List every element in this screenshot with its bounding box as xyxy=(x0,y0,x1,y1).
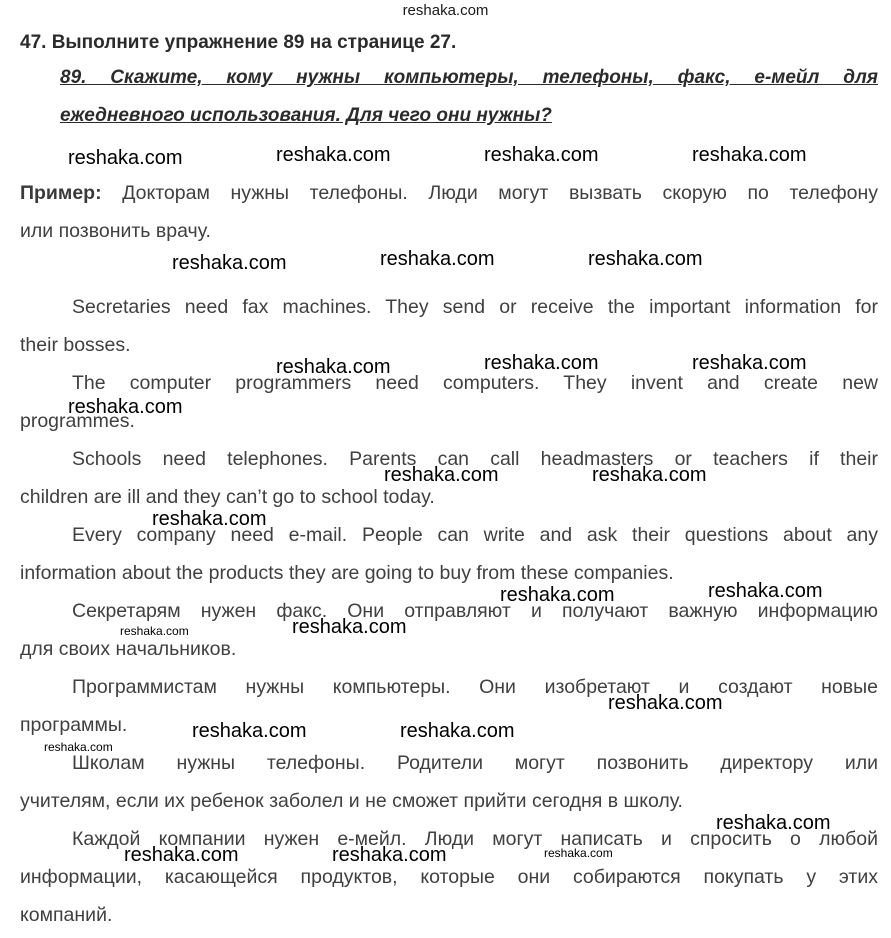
example-line-2: или позвонить врачу. xyxy=(20,220,211,242)
watermark: reshaka.com xyxy=(332,844,447,866)
watermark: reshaka.com xyxy=(484,352,599,374)
paragraph-ru-2-line-2: программы. xyxy=(20,714,128,736)
watermark: reshaka.com xyxy=(276,144,391,166)
paragraph-en-2-line-1: The computer programmers need computers. They invent and create new xyxy=(72,372,878,394)
exercise-heading: 47. Выполните упражнение 89 на странице 27. xyxy=(20,32,457,53)
paragraph-ru-4-line-3: компаний. xyxy=(20,904,113,926)
task-line-1: 89. Скажите, кому нужны компьютеры, телефоны, факс, е-мейл для xyxy=(60,67,878,88)
watermark: reshaka.com xyxy=(716,812,831,834)
paragraph-ru-3-line-2: учителям, если их ребенок заболел и не сможет прийти сегодня в школу. xyxy=(20,790,683,812)
example-label: Пример: xyxy=(20,182,102,204)
watermark: reshaka.com xyxy=(152,508,267,530)
paragraph-ru-2-line-1: Программистам нужны компьютеры. Они изобретают и создают новые xyxy=(72,676,878,698)
watermark: reshaka.com xyxy=(544,846,613,860)
watermark: reshaka.com xyxy=(592,464,707,486)
watermark: reshaka.com xyxy=(120,624,189,638)
example-line-1 xyxy=(20,182,878,205)
watermark: reshaka.com xyxy=(172,252,287,274)
watermark: reshaka.com xyxy=(192,720,307,742)
paragraph-ru-4-line-2: информации, касающейся продуктов, которые они собираются покупать у этих xyxy=(20,866,878,888)
paragraph-en-2-line-2: programmes. xyxy=(20,410,135,432)
watermark: reshaka.com xyxy=(400,720,515,742)
watermark: reshaka.com xyxy=(484,144,599,166)
paragraph-ru-1-line-2: для своих начальников. xyxy=(20,638,237,660)
watermark: reshaka.com xyxy=(124,844,239,866)
paragraph-en-3-line-1: Schools need telephones. Parents can call headmasters or teachers if their xyxy=(72,448,878,470)
watermark: reshaka.com xyxy=(708,580,823,602)
paragraph-ru-3-line-1: Школам нужны телефоны. Родители могут позвонить директору или xyxy=(72,752,878,774)
watermark: reshaka.com xyxy=(68,396,183,418)
task-line-2: ежедневного использования. Для чего они нужны? xyxy=(60,105,552,126)
paragraph-ru-1-line-1: Секретарям нужен факс. Они отправляют и получают важную информацию xyxy=(72,600,878,622)
watermark: reshaka.com xyxy=(276,356,391,378)
watermark: reshaka.com xyxy=(692,352,807,374)
paragraph-en-4-line-1: Every company need e-mail. People can write and ask their questions about any xyxy=(72,524,878,546)
paragraph-en-1-line-2: their bosses. xyxy=(20,334,131,356)
paragraph-en-3-line-2: children are ill and they can’t go to school today. xyxy=(20,486,435,508)
watermark: reshaka.com xyxy=(608,692,723,714)
paragraph-en-1-line-1: Secretaries need fax machines. They send or receive the important information for xyxy=(72,296,878,318)
watermark: reshaka.com xyxy=(44,740,113,754)
watermark: reshaka.com xyxy=(292,616,407,638)
watermark: reshaka.com xyxy=(68,147,183,169)
paragraph-ru-4-line-1: Каждой компании нужен е-мейл. Люди могут написать и спросить о любой xyxy=(72,828,878,850)
watermark: reshaka.com xyxy=(384,464,499,486)
watermark: reshaka.com xyxy=(380,248,495,270)
watermark: reshaka.com xyxy=(500,584,615,606)
paragraph-en-4-line-2: information about the products they are going to buy from these companies. xyxy=(20,562,674,584)
example-text: Докторам нужны телефоны. Люди могут вызвать скорую по телефону xyxy=(101,182,878,204)
site-watermark-top: reshaka.com xyxy=(402,2,489,19)
watermark: reshaka.com xyxy=(588,248,703,270)
watermark: reshaka.com xyxy=(692,144,807,166)
